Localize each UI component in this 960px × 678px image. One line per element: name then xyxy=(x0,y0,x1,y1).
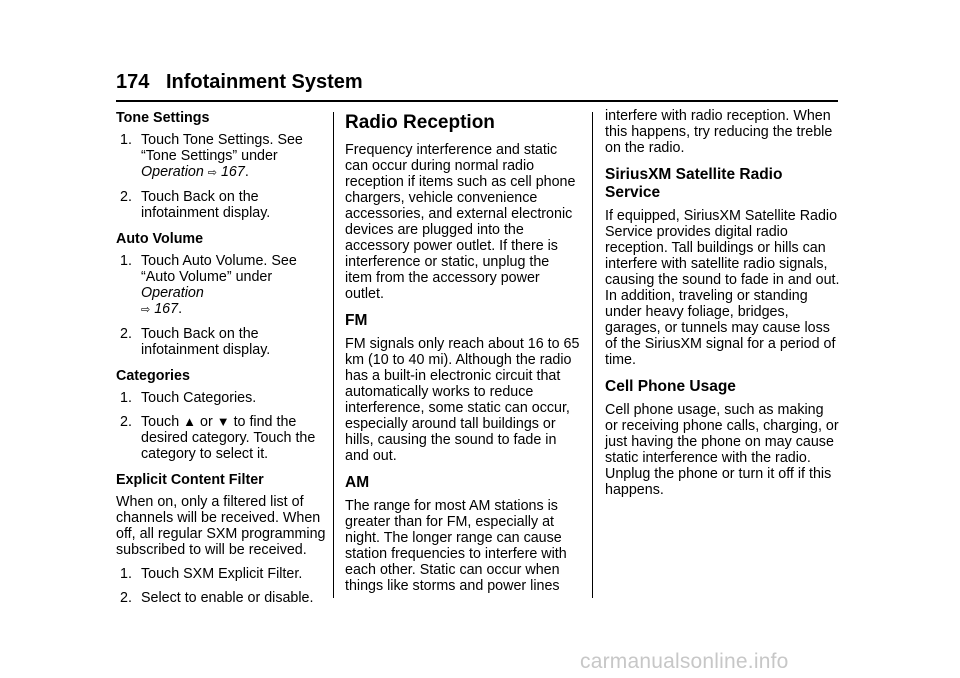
step-text: Touch Tone Settings. See “Tone Settings” under xyxy=(141,132,303,164)
am-body: The range for most AM stations is greater than for FM, especially at night. The longer range can cause station frequencies to interfere with each other. Static can occur when things like storms and power lines xyxy=(345,498,567,594)
step-number: 2. xyxy=(120,590,132,606)
watermark: carmanualsonline.info xyxy=(580,650,789,673)
list-item: 1. Touch Tone Settings. See “Tone Settings” under Operation ⇨ 167. xyxy=(120,132,303,180)
page-number: 174 xyxy=(116,71,150,93)
step-number: 1. xyxy=(120,132,132,148)
column-right xyxy=(605,108,840,506)
column-middle xyxy=(345,108,580,602)
tone-settings-heading: Tone Settings xyxy=(116,110,210,126)
up-arrow-icon: ▲ xyxy=(183,414,197,429)
step-number: 1. xyxy=(120,566,132,582)
list-item xyxy=(116,189,326,221)
am-heading: AM xyxy=(345,474,370,491)
cell-phone-body: Cell phone usage, such as making or receiving phone calls, charging, or just having the phone on may cause static interference with the radio. Unplug the phone or turn it off if this happens. xyxy=(605,402,839,498)
cell-phone-heading: Cell Phone Usage xyxy=(605,378,736,395)
down-arrow-icon: ▼ xyxy=(216,414,230,429)
step-text: Touch Auto Volume. See “Auto Volume” under xyxy=(141,253,297,285)
list-item xyxy=(116,414,326,462)
siriusxm-body: If equipped, SiriusXM Satellite Radio Service provides digital radio reception. Tall buildings or hills can interfere with satellite radio signals, causing the sound to fade in and out. In addition, traveling or standing under heavy foliage, bridges, garages, or tunnels may cause loss of the SiriusXM signal for a period of time. xyxy=(605,208,840,368)
siriusxm-heading: SiriusXM Satellite Radio Service xyxy=(605,166,783,201)
step-number: 2. xyxy=(120,326,132,342)
page-reference-icon: ⇨ xyxy=(141,304,151,316)
header-rule xyxy=(116,100,838,102)
fm-body: FM signals only reach about 16 to 65 km (10 to 40 mi). Although the radio has a built-in electronic circuit that automatically works to reduce interference, some static can occur, especially around tall buildings or hills, causing the sound to fade in and out. xyxy=(345,336,580,464)
step-text: Touch xyxy=(141,414,180,430)
categories-steps xyxy=(116,390,326,462)
radio-reception-title: Radio Reception xyxy=(345,112,495,133)
page-reference[interactable]: 167 xyxy=(154,301,179,317)
step-number: 1. xyxy=(120,253,132,269)
list-item xyxy=(116,566,326,582)
auto-volume-steps xyxy=(116,253,326,358)
radio-reception-intro: Frequency interference and static can occur during normal radio reception if items such as cell phone chargers, vehicle convenience accessories, and external electronic devices are plugged into the accessory power outlet. If there is interference or static, unplug the item from the accessory power outlet. xyxy=(345,142,576,302)
explicit-filter-heading: Explicit Content Filter xyxy=(116,472,264,488)
column-divider xyxy=(592,112,593,598)
operation-link[interactable]: Operation xyxy=(141,164,204,180)
tone-settings-steps xyxy=(116,132,326,221)
operation-link[interactable]: Operation xyxy=(141,285,204,301)
list-item xyxy=(116,390,326,406)
step-number: 1. xyxy=(120,390,132,406)
step-text: or xyxy=(200,414,213,430)
explicit-filter-body: When on, only a filtered list of channels will be received. When off, all regular SXM programming subscribed to will be received. xyxy=(116,494,326,558)
step-text: Touch Categories. xyxy=(141,390,257,406)
fm-heading: FM xyxy=(345,312,368,329)
step-number: 2. xyxy=(120,414,132,430)
auto-volume-heading: Auto Volume xyxy=(116,231,204,247)
column-divider xyxy=(333,112,334,598)
step-text: to find the desired category. Touch the category to select it. xyxy=(141,414,316,462)
list-item: 1. Touch Auto Volume. See “Auto Volume” under Operation ⇨ 167. xyxy=(120,253,297,317)
step-text: Select to enable or disable. xyxy=(141,590,314,606)
step-text: Touch Back on the infotainment display. xyxy=(141,189,271,221)
step-text: Touch SXM Explicit Filter. xyxy=(141,566,303,582)
column-left xyxy=(116,108,326,616)
categories-heading: Categories xyxy=(116,368,190,384)
step-text: Touch Back on the infotainment display. xyxy=(141,326,271,358)
am-body-continued: interfere with radio reception. When this happens, try reducing the treble on the radio. xyxy=(605,108,833,156)
page-reference[interactable]: 167 xyxy=(220,164,245,180)
list-item xyxy=(116,326,326,358)
section-title: Infotainment System xyxy=(166,71,363,93)
list-item xyxy=(116,590,326,606)
page-reference-icon: ⇨ xyxy=(207,167,217,179)
step-number: 2. xyxy=(120,189,132,205)
page-header xyxy=(116,70,838,100)
explicit-filter-steps xyxy=(116,566,326,606)
